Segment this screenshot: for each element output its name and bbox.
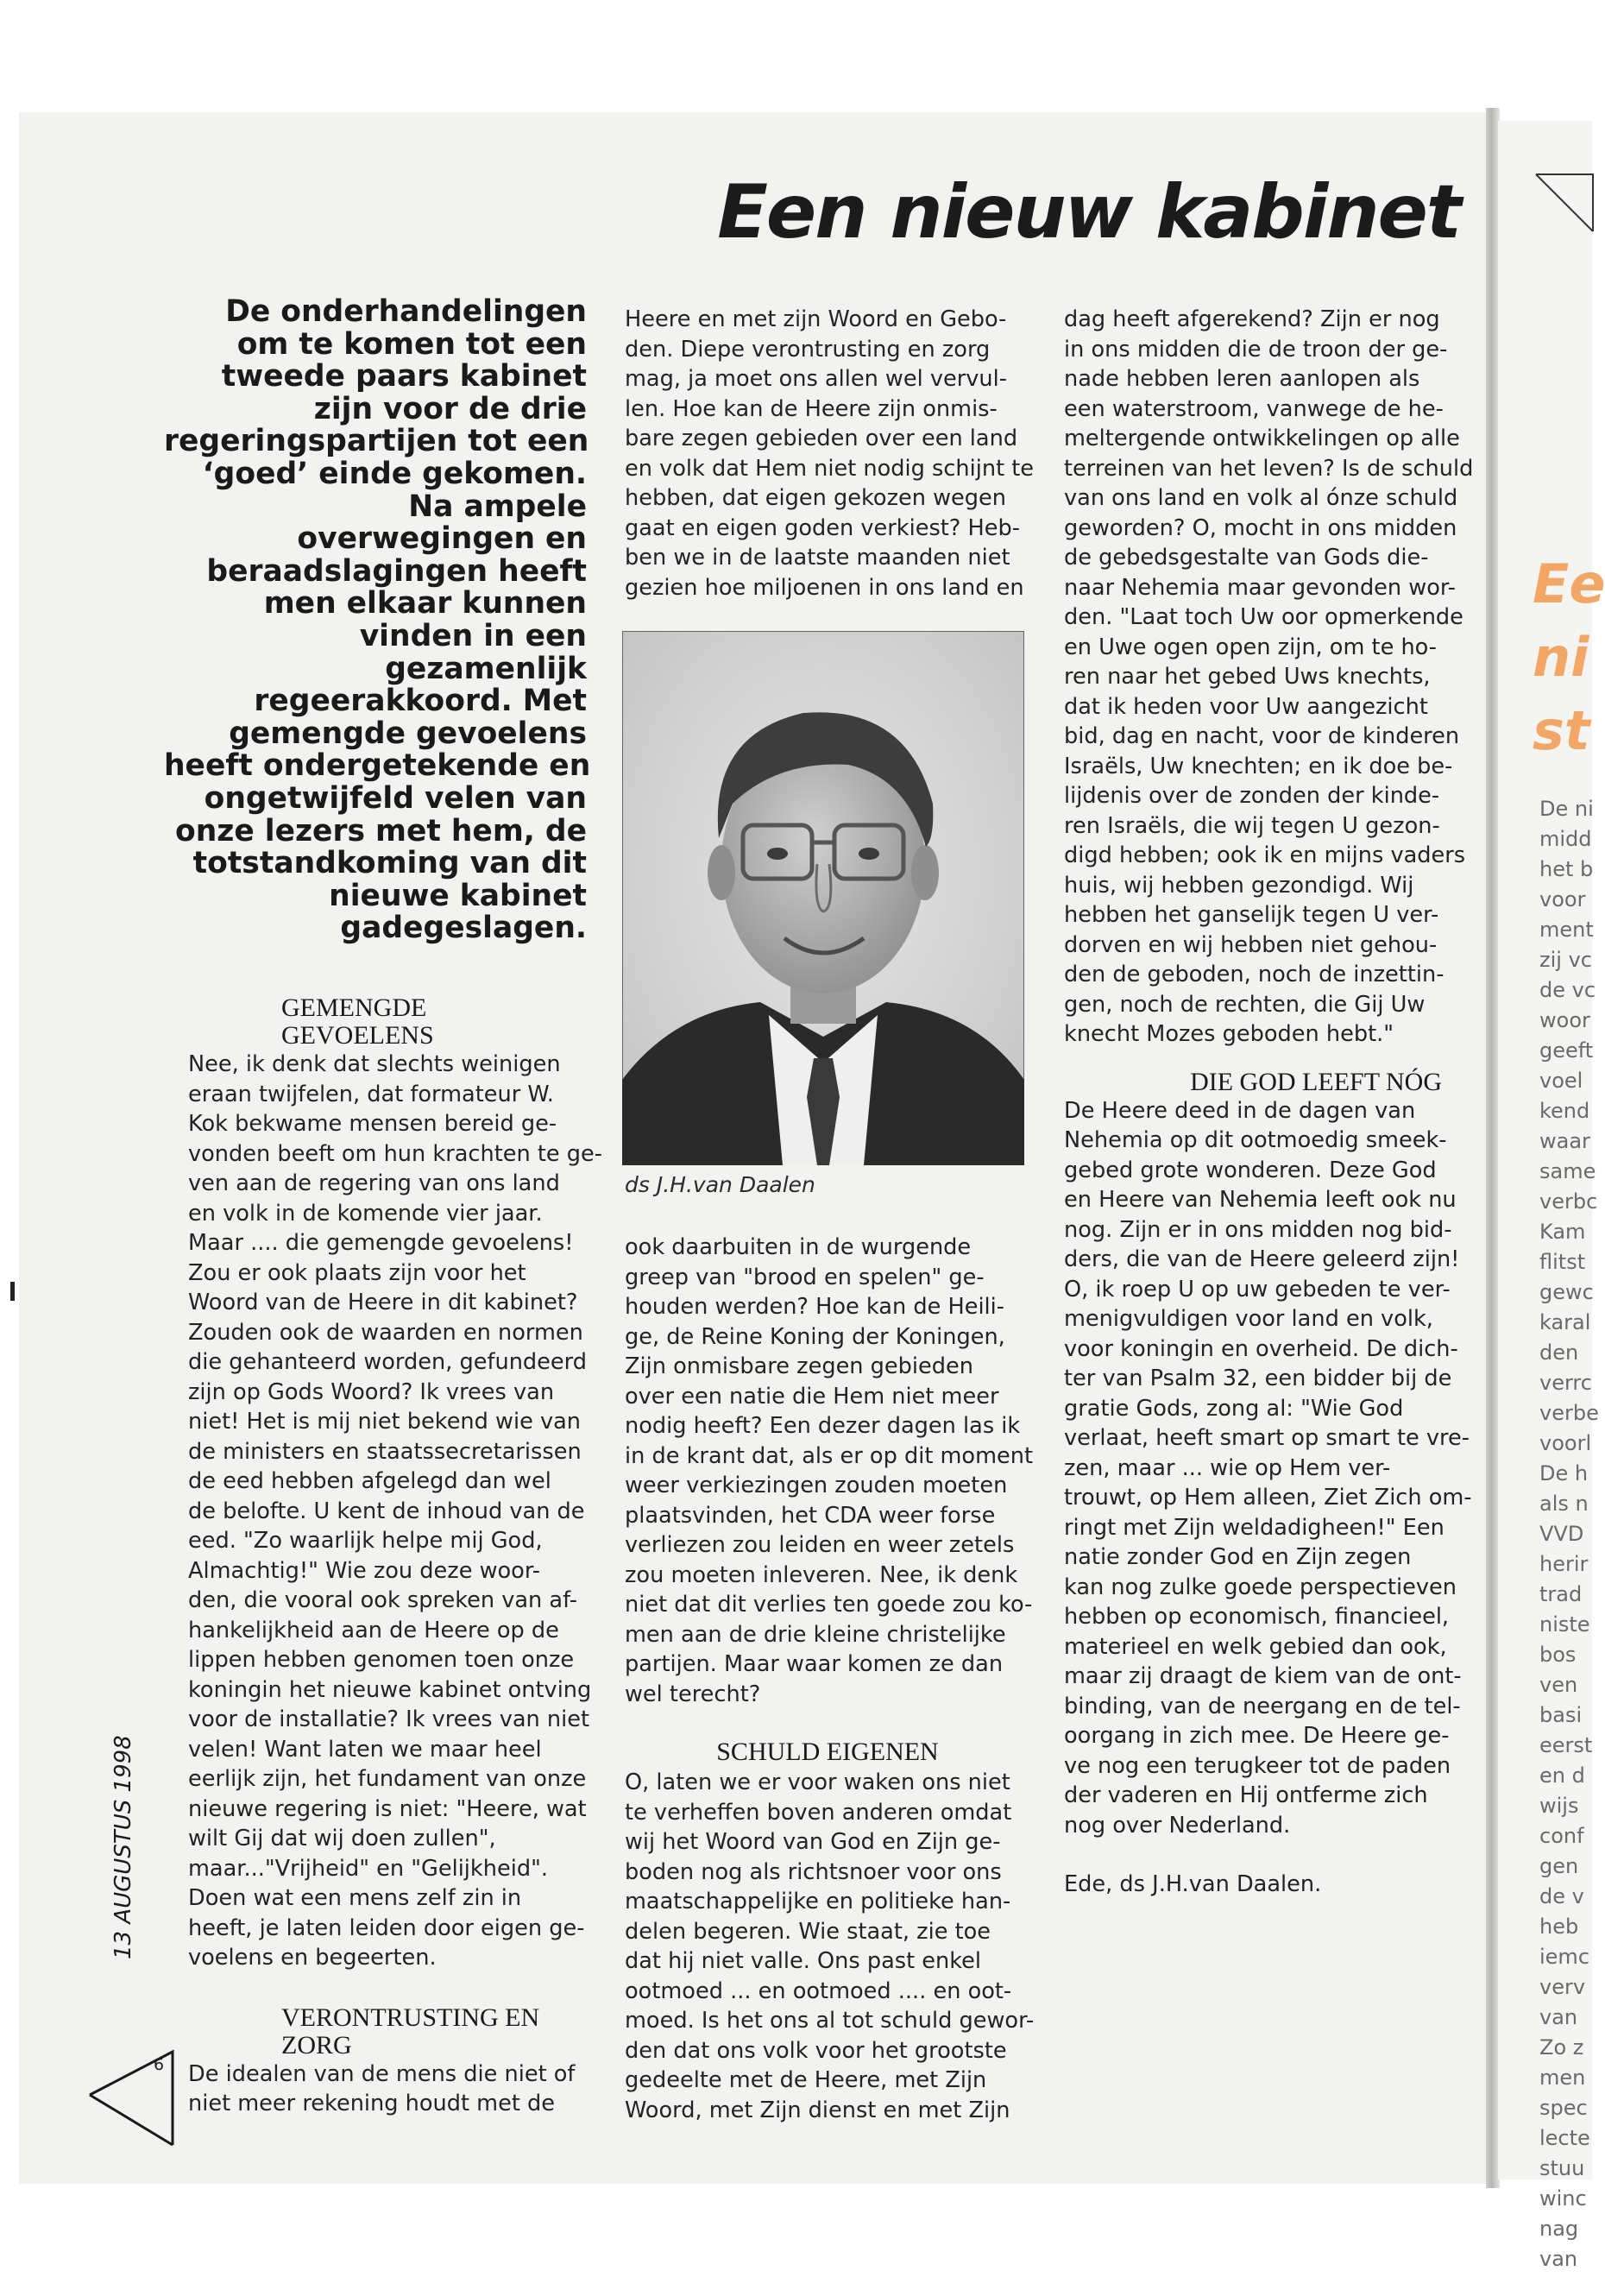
next-page-text-fragment: verv <box>1539 1975 1586 1999</box>
intro-line: beraadslagingen heeft <box>206 553 587 589</box>
text-line: boden nog als richtsnoer voor ons <box>625 1858 1002 1885</box>
text-line: den. Diepe verontrusting en zorg <box>625 336 991 363</box>
text-line: de ministers en staatssecretarissen <box>188 1438 582 1465</box>
text-line: plaatsvinden, het CDA weer forse <box>625 1502 996 1529</box>
text-line: Woord, met Zijn dienst en met Zijn <box>625 2097 1010 2123</box>
next-page-text-fragment: heb <box>1539 1914 1579 1939</box>
section-heading: SCHULD EIGENEN <box>716 1738 939 1766</box>
text-line: kan nog zulke goede perspectieven <box>1064 1574 1457 1600</box>
next-page-text-fragment: van <box>1539 2247 1578 2271</box>
text-line: voor de installatie? Ik vrees van niet <box>188 1706 590 1732</box>
text-line: eraan twijfelen, dat formateur W. <box>188 1081 554 1107</box>
text-line: Israëls, Uw knechten; en ik doe be- <box>1064 753 1453 779</box>
text-line: te verheffen boven anderen omdat <box>625 1799 1012 1826</box>
text-line: hebben, dat eigen gekozen wegen <box>625 485 1006 511</box>
text-line: wilt Gij dat wij doen zullen", <box>188 1826 496 1851</box>
text-line: dag heeft afgerekend? Zijn er nog <box>1064 306 1440 332</box>
intro-line: regeringspartijen tot een <box>164 424 589 459</box>
text-line: Woord van de Heere in dit kabinet? <box>188 1290 578 1315</box>
intro-line: men elkaar kunnen <box>263 586 587 621</box>
intro-line: om te komen tot een <box>236 326 587 362</box>
next-page-text-fragment: men <box>1539 2066 1586 2090</box>
body-text <box>1064 305 1478 1050</box>
page-number: 6 <box>154 2055 165 2074</box>
text-line: greep van "brood en spelen" ge- <box>625 1264 985 1290</box>
text-line: vonden beeft om hun krachten te ge- <box>188 1140 602 1167</box>
text-line: over een natie die Hem niet meer <box>625 1383 999 1410</box>
text-line: Nee, ik denk dat slechts weinigen <box>188 1051 561 1077</box>
next-page-text-fragment: lecte <box>1539 2126 1590 2150</box>
text-line: ve nog een terugkeer tot de paden <box>1064 1752 1451 1779</box>
next-page-edge <box>1498 121 1605 2271</box>
next-page-text-fragment: zij vc <box>1539 948 1592 972</box>
next-page-text-fragment: conf <box>1539 1824 1584 1848</box>
intro-line: gezamenlijk <box>385 651 587 686</box>
text-line: terreinen van het leven? Is de schuld <box>1064 455 1474 482</box>
text-line: len. Hoe kan de Heere zijn onmis- <box>625 395 998 422</box>
text-line: ook daarbuiten in de wurgende <box>625 1234 972 1260</box>
text-line: niet dat dit verlies ten goede zou ko- <box>625 1592 1033 1618</box>
text-line: en Heere van Nehemia leeft ook nu <box>1064 1187 1457 1213</box>
text-line: gaat en eigen goden verkiest? Heb- <box>625 514 1021 541</box>
text-line: Maar .... die gemengde gevoelens! <box>188 1230 574 1256</box>
text-line: digd hebben; ook ik en mijns vaders <box>1064 842 1466 868</box>
body-text <box>625 1233 1034 1709</box>
column-2 <box>625 305 1035 602</box>
page-corner-triangle-icon <box>88 2050 178 2147</box>
next-page-text-fragment: karal <box>1539 1310 1591 1334</box>
next-page-text-fragment: voel <box>1539 1069 1583 1093</box>
text-line: ge, de Reine Koning der Koningen, <box>625 1323 1005 1350</box>
next-page-text-fragment: bos <box>1539 1643 1577 1667</box>
text-line: mag, ja moet ons allen wel vervul- <box>625 366 1007 392</box>
text-line: verlaat, heeft smart op smart te vre- <box>1064 1425 1470 1451</box>
portrait-image <box>622 631 1024 1165</box>
text-line: heeft, je laten leiden door eigen ge- <box>188 1914 585 1941</box>
next-page-text-fragment: verbe <box>1539 1401 1599 1425</box>
text-line: maar..."Vrijheid" en "Gelijkheid". <box>188 1855 548 1882</box>
text-line: zou moeten inleveren. Nee, ik denk <box>625 1561 1018 1588</box>
column-3 <box>1064 305 1478 1900</box>
text-line: weer verkiezingen zouden moeten <box>625 1473 1008 1498</box>
text-line: Nehemia op dit ootmoedig smeek- <box>1064 1127 1447 1153</box>
text-line: nog. Zijn er in ons midden nog bid- <box>1064 1216 1452 1243</box>
text-line: natie zonder God en Zijn zegen <box>1064 1544 1412 1570</box>
next-page-text-fragment: woor <box>1539 1008 1590 1032</box>
text-line: gratie Gods, zong al: "Wie God <box>1064 1395 1404 1422</box>
intro-line: zijn voor de drie <box>313 391 587 426</box>
next-title-fragment: ni <box>1533 626 1589 689</box>
intro-line: onze lezers met hem, de <box>175 813 587 848</box>
text-line: trouwt, op Hem alleen, Ziet Zich om- <box>1064 1485 1472 1511</box>
text-line: ren Israëls, die wij tegen U gezon- <box>1064 812 1440 839</box>
next-page-text-fragment: De ni <box>1539 797 1594 821</box>
text-line: gebed grote wonderen. Deze God <box>1064 1157 1437 1183</box>
next-page-text-fragment: herir <box>1539 1552 1589 1576</box>
text-line: eerlijk zijn, het fundament van onze <box>188 1766 587 1792</box>
next-page-text-fragment: niste <box>1539 1612 1590 1637</box>
text-line: verliezen zou leiden en weer zetels <box>625 1532 1015 1558</box>
next-page-text-fragment: en d <box>1539 1763 1585 1788</box>
next-page-text-fragment: winc <box>1539 2186 1587 2211</box>
text-line: Heere en met zijn Woord en Gebo- <box>625 306 1007 332</box>
text-line: houden werden? Hoe kan de Heili- <box>625 1294 1005 1320</box>
body-text <box>188 2059 594 2119</box>
text-line: voelens en begeerten. <box>188 1945 437 1971</box>
text-line: gedeelte met de Heere, met Zijn <box>625 2067 987 2093</box>
text-line: maatschappelijke en politieke han- <box>625 1889 1011 1914</box>
text-line: niet meer rekening houdt met de <box>188 2091 555 2116</box>
text-line: ven aan de regering van ons land <box>188 1170 560 1196</box>
next-page-text-fragment: eerst <box>1539 1733 1593 1757</box>
text-line: zen, maar ... wie op Hem ver- <box>1064 1454 1391 1481</box>
next-page-text-fragment: Kam <box>1539 1220 1586 1244</box>
next-page-text-fragment: spec <box>1539 2096 1588 2120</box>
text-line: zijn op Gods Woord? Ik vrees van <box>188 1378 555 1405</box>
text-line: De idealen van de mens die niet of <box>188 2060 576 2087</box>
text-line: binding, van de neergang en de tel- <box>1064 1693 1461 1719</box>
section-heading: DIE GOD LEEFT NÓG <box>1190 1067 1442 1096</box>
next-page-text-fragment: waar <box>1539 1129 1590 1153</box>
intro-line: gemengde gevoelens <box>229 716 587 751</box>
section-heading: VERONTRUSTING EN ZORG <box>281 2003 540 2059</box>
next-page-text-fragment: verrc <box>1539 1371 1592 1395</box>
next-title-fragment: st <box>1533 699 1590 762</box>
body-text <box>1064 1096 1478 1841</box>
next-page-text-fragment: het b <box>1539 857 1594 881</box>
text-line: delen begeren. Wie staat, zie toe <box>625 1918 991 1945</box>
text-line: gezien hoe miljoenen in ons land en <box>625 574 1024 601</box>
next-page-text-fragment: VVD <box>1539 1522 1584 1546</box>
issue-date: 13 AUGUSTUS 1998 <box>110 1735 136 1959</box>
text-line: wij het Woord van God en Zijn ge- <box>625 1829 1001 1855</box>
text-line: in ons midden die de troon der ge- <box>1064 336 1448 363</box>
next-page-text-fragment: De h <box>1539 1461 1589 1485</box>
next-page-text <box>1539 794 1600 2274</box>
next-page-text-fragment: kend <box>1539 1099 1590 1123</box>
page-title: Een nieuw kabinet <box>717 169 1460 255</box>
next-page-text-fragment: ven <box>1539 1673 1578 1697</box>
next-page-text-fragment: flitst <box>1539 1250 1586 1274</box>
text-line: den, die vooral ook spreken van af- <box>188 1587 577 1613</box>
text-line: eed. "Zo waarlijk helpe mij God, <box>188 1528 543 1554</box>
text-line: van ons land en volk al ónze schuld <box>1064 485 1458 511</box>
author-photo <box>622 631 1024 1165</box>
text-line: huis, wij hebben gezondigd. Wij <box>1064 872 1414 899</box>
text-line: oorgang in zich mee. De Heere ge- <box>1064 1723 1450 1749</box>
intro-line: totstandkoming van dit <box>192 846 587 881</box>
text-line: ter van Psalm 32, een bidder bij de <box>1064 1366 1452 1391</box>
text-line: Almachtig!" Wie zou deze woor- <box>188 1557 540 1584</box>
text-line: men aan de drie kleine christelijke <box>625 1621 1006 1648</box>
next-page-text-fragment: van <box>1539 2005 1578 2029</box>
text-line: bid, dag en nacht, voor de kinderen <box>1064 723 1460 749</box>
next-page-text-fragment: stuu <box>1539 2156 1585 2180</box>
body-text <box>188 1050 602 1973</box>
article-intro <box>164 294 591 946</box>
text-line: naar Nehemia maar gevonden wor- <box>1064 574 1457 601</box>
text-line: knecht Mozes geboden hebt." <box>1064 1021 1394 1047</box>
text-line: koningin het nieuwe kabinet ontving <box>188 1676 592 1703</box>
text-line: nodig heeft? Een dezer dagen las ik <box>625 1413 1021 1439</box>
intro-line: ‘goed’ einde gekomen. <box>202 456 587 491</box>
next-page-text-fragment: ment <box>1539 918 1594 942</box>
text-line: dat hij niet valle. Ons past enkel <box>625 1948 981 1974</box>
intro-line: regeerakkoord. Met <box>254 684 587 719</box>
corner-triangle-icon <box>1534 173 1595 233</box>
text-line: dorven en wij hebben niet gehou- <box>1064 931 1438 958</box>
text-line: wel terecht? <box>625 1681 761 1707</box>
text-line: gen, noch de rechten, die Gij Uw <box>1064 991 1426 1018</box>
next-page-text-fragment: gen <box>1539 1854 1579 1878</box>
text-line: menigvuldigen voor land en volk, <box>1064 1306 1433 1332</box>
next-page-text-fragment: wijs <box>1539 1794 1579 1818</box>
next-page-text-fragment: de vc <box>1539 978 1596 1002</box>
next-page-text-fragment: de v <box>1539 1884 1584 1908</box>
text-line: in de krant dat, als er op dit moment <box>625 1442 1034 1469</box>
text-line: nieuwe regering is niet: "Heere, wat <box>188 1795 587 1822</box>
text-line: voor koningin en overheid. De dich- <box>1064 1335 1458 1362</box>
next-page-text-fragment: nag <box>1539 2217 1579 2241</box>
text-line: dat ik heden voor Uw aangezicht <box>1064 693 1428 720</box>
next-page-text-fragment: basi <box>1539 1703 1583 1727</box>
next-page-text-fragment: same <box>1539 1159 1596 1183</box>
next-page-text-fragment: Zo z <box>1539 2035 1584 2059</box>
text-line: en volk in de komende vier jaar. <box>188 1200 543 1227</box>
binder-mark <box>10 1282 15 1301</box>
text-line: de belofte. U kent de inhoud van de <box>188 1498 585 1524</box>
text-line: Doen wat een mens zelf zin in <box>188 1885 522 1911</box>
intro-line: heeft ondergetekende en <box>164 748 591 784</box>
text-line: O, ik roep U op uw gebeden te ver- <box>1064 1276 1451 1303</box>
intro-line: De onderhandelingen <box>225 294 587 329</box>
text-line: partijen. Maar waar komen ze dan <box>625 1651 1004 1677</box>
text-line: maar zij draagt de kiem van de ont- <box>1064 1663 1462 1689</box>
next-page-text-fragment: iemc <box>1539 1945 1590 1969</box>
text-line: hebben het ganselijk tegen U ver- <box>1064 902 1439 928</box>
text-line: hankelijkheid aan de Heere op de <box>188 1617 559 1643</box>
column-2-lower <box>625 1233 1035 2125</box>
text-line: lippen hebben genomen toen onze <box>188 1647 575 1673</box>
text-line: nog over Nederland. <box>1064 1812 1291 1839</box>
next-page-text-fragment: als n <box>1539 1492 1589 1516</box>
text-line: den. "Laat toch Uw oor opmerkende <box>1064 604 1463 630</box>
text-line: bare zegen gebieden over een land <box>625 426 1018 451</box>
text-line: meltergende ontwikkelingen op alle <box>1064 426 1460 451</box>
text-line: geworden? O, mocht in ons midden <box>1064 514 1457 541</box>
intro-line: overwegingen en <box>297 521 587 557</box>
section-heading: GEMENGDE GEVOELENS <box>281 993 434 1050</box>
text-line: ringt met Zijn weldadigheen!" Een <box>1064 1514 1444 1541</box>
text-line: de eed hebben afgelegd dan wel <box>188 1468 551 1494</box>
text-line: ren naar het gebed Uws knechts, <box>1064 664 1431 690</box>
intro-line: vinden in een <box>359 618 587 653</box>
text-line: Zouden ook de waarden en normen <box>188 1319 583 1346</box>
body-text <box>625 1768 1035 2125</box>
text-line: materieel en welk gebied dan ook, <box>1064 1633 1447 1660</box>
text-line: nade hebben leren aanlopen als <box>1064 366 1420 392</box>
text-line: niet! Het is mij niet bekend wie van <box>188 1409 582 1435</box>
body-text <box>625 305 1035 602</box>
column-1 <box>188 993 602 2119</box>
intro-line: ongetwijfeld velen van <box>204 780 587 816</box>
photo-caption: ds J.H.van Daalen <box>625 1172 815 1197</box>
author-signature: Ede, ds J.H.van Daalen. <box>1064 1871 1322 1897</box>
text-line: de gebedsgestalte van Gods die- <box>1064 545 1429 571</box>
next-page-text-fragment: gewc <box>1539 1280 1594 1304</box>
text-line: moed. Is het ons al tot schuld gewor- <box>625 2008 1035 2034</box>
text-line: den de geboden, noch de inzettin- <box>1064 962 1444 987</box>
intro-line: nieuwe kabinet <box>329 878 587 913</box>
text-line: een waterstroom, vanwege de he- <box>1064 395 1444 422</box>
text-line: der vaderen en Hij ontferme zich <box>1064 1782 1428 1808</box>
text-line: O, laten we er voor waken ons niet <box>625 1769 1010 1795</box>
next-page-text-fragment: midd <box>1539 827 1592 851</box>
next-page-text-fragment: geeft <box>1539 1038 1594 1063</box>
next-page-text-fragment: verbc <box>1539 1189 1598 1214</box>
intro-line: Na ampele <box>408 489 587 524</box>
text-line: ben we in de laatste maanden niet <box>625 545 1010 571</box>
text-line: lijdenis over de zonden der kinde- <box>1064 783 1440 809</box>
text-line: en volk dat Hem niet nodig schijnt te <box>625 455 1035 482</box>
text-line: hebben op economisch, financieel, <box>1064 1604 1450 1630</box>
text-line: Zijn onmisbare zegen gebieden <box>625 1353 973 1379</box>
text-line: Zou er ook plaats zijn voor het <box>188 1259 526 1286</box>
next-page-text-fragment: den <box>1539 1340 1579 1365</box>
text-line: ootmoed ... en ootmoed .... en oot- <box>625 1977 1012 2004</box>
text-line: velen! Want laten we maar heel <box>188 1736 542 1763</box>
text-line: Kok bekwame mensen bereid ge- <box>188 1111 557 1137</box>
intro-line: gadegeslagen. <box>340 911 587 946</box>
next-page-text-fragment: trad <box>1539 1582 1583 1606</box>
text-line: die gehanteerd worden, gefundeerd <box>188 1349 587 1375</box>
text-line: den dat ons volk voor het grootste <box>625 2037 1007 2064</box>
next-page-text-fragment: voorl <box>1539 1431 1592 1455</box>
next-title-fragment: Ee <box>1533 552 1605 615</box>
next-page-text-fragment: voor <box>1539 887 1586 911</box>
text-line: De Heere deed in de dagen van <box>1064 1097 1416 1124</box>
text-line: en Uwe ogen open zijn, om te ho- <box>1064 634 1438 660</box>
intro-line: tweede paars kabinet <box>221 359 587 394</box>
text-line: ders, die van de Heere geleerd zijn! <box>1064 1246 1460 1272</box>
